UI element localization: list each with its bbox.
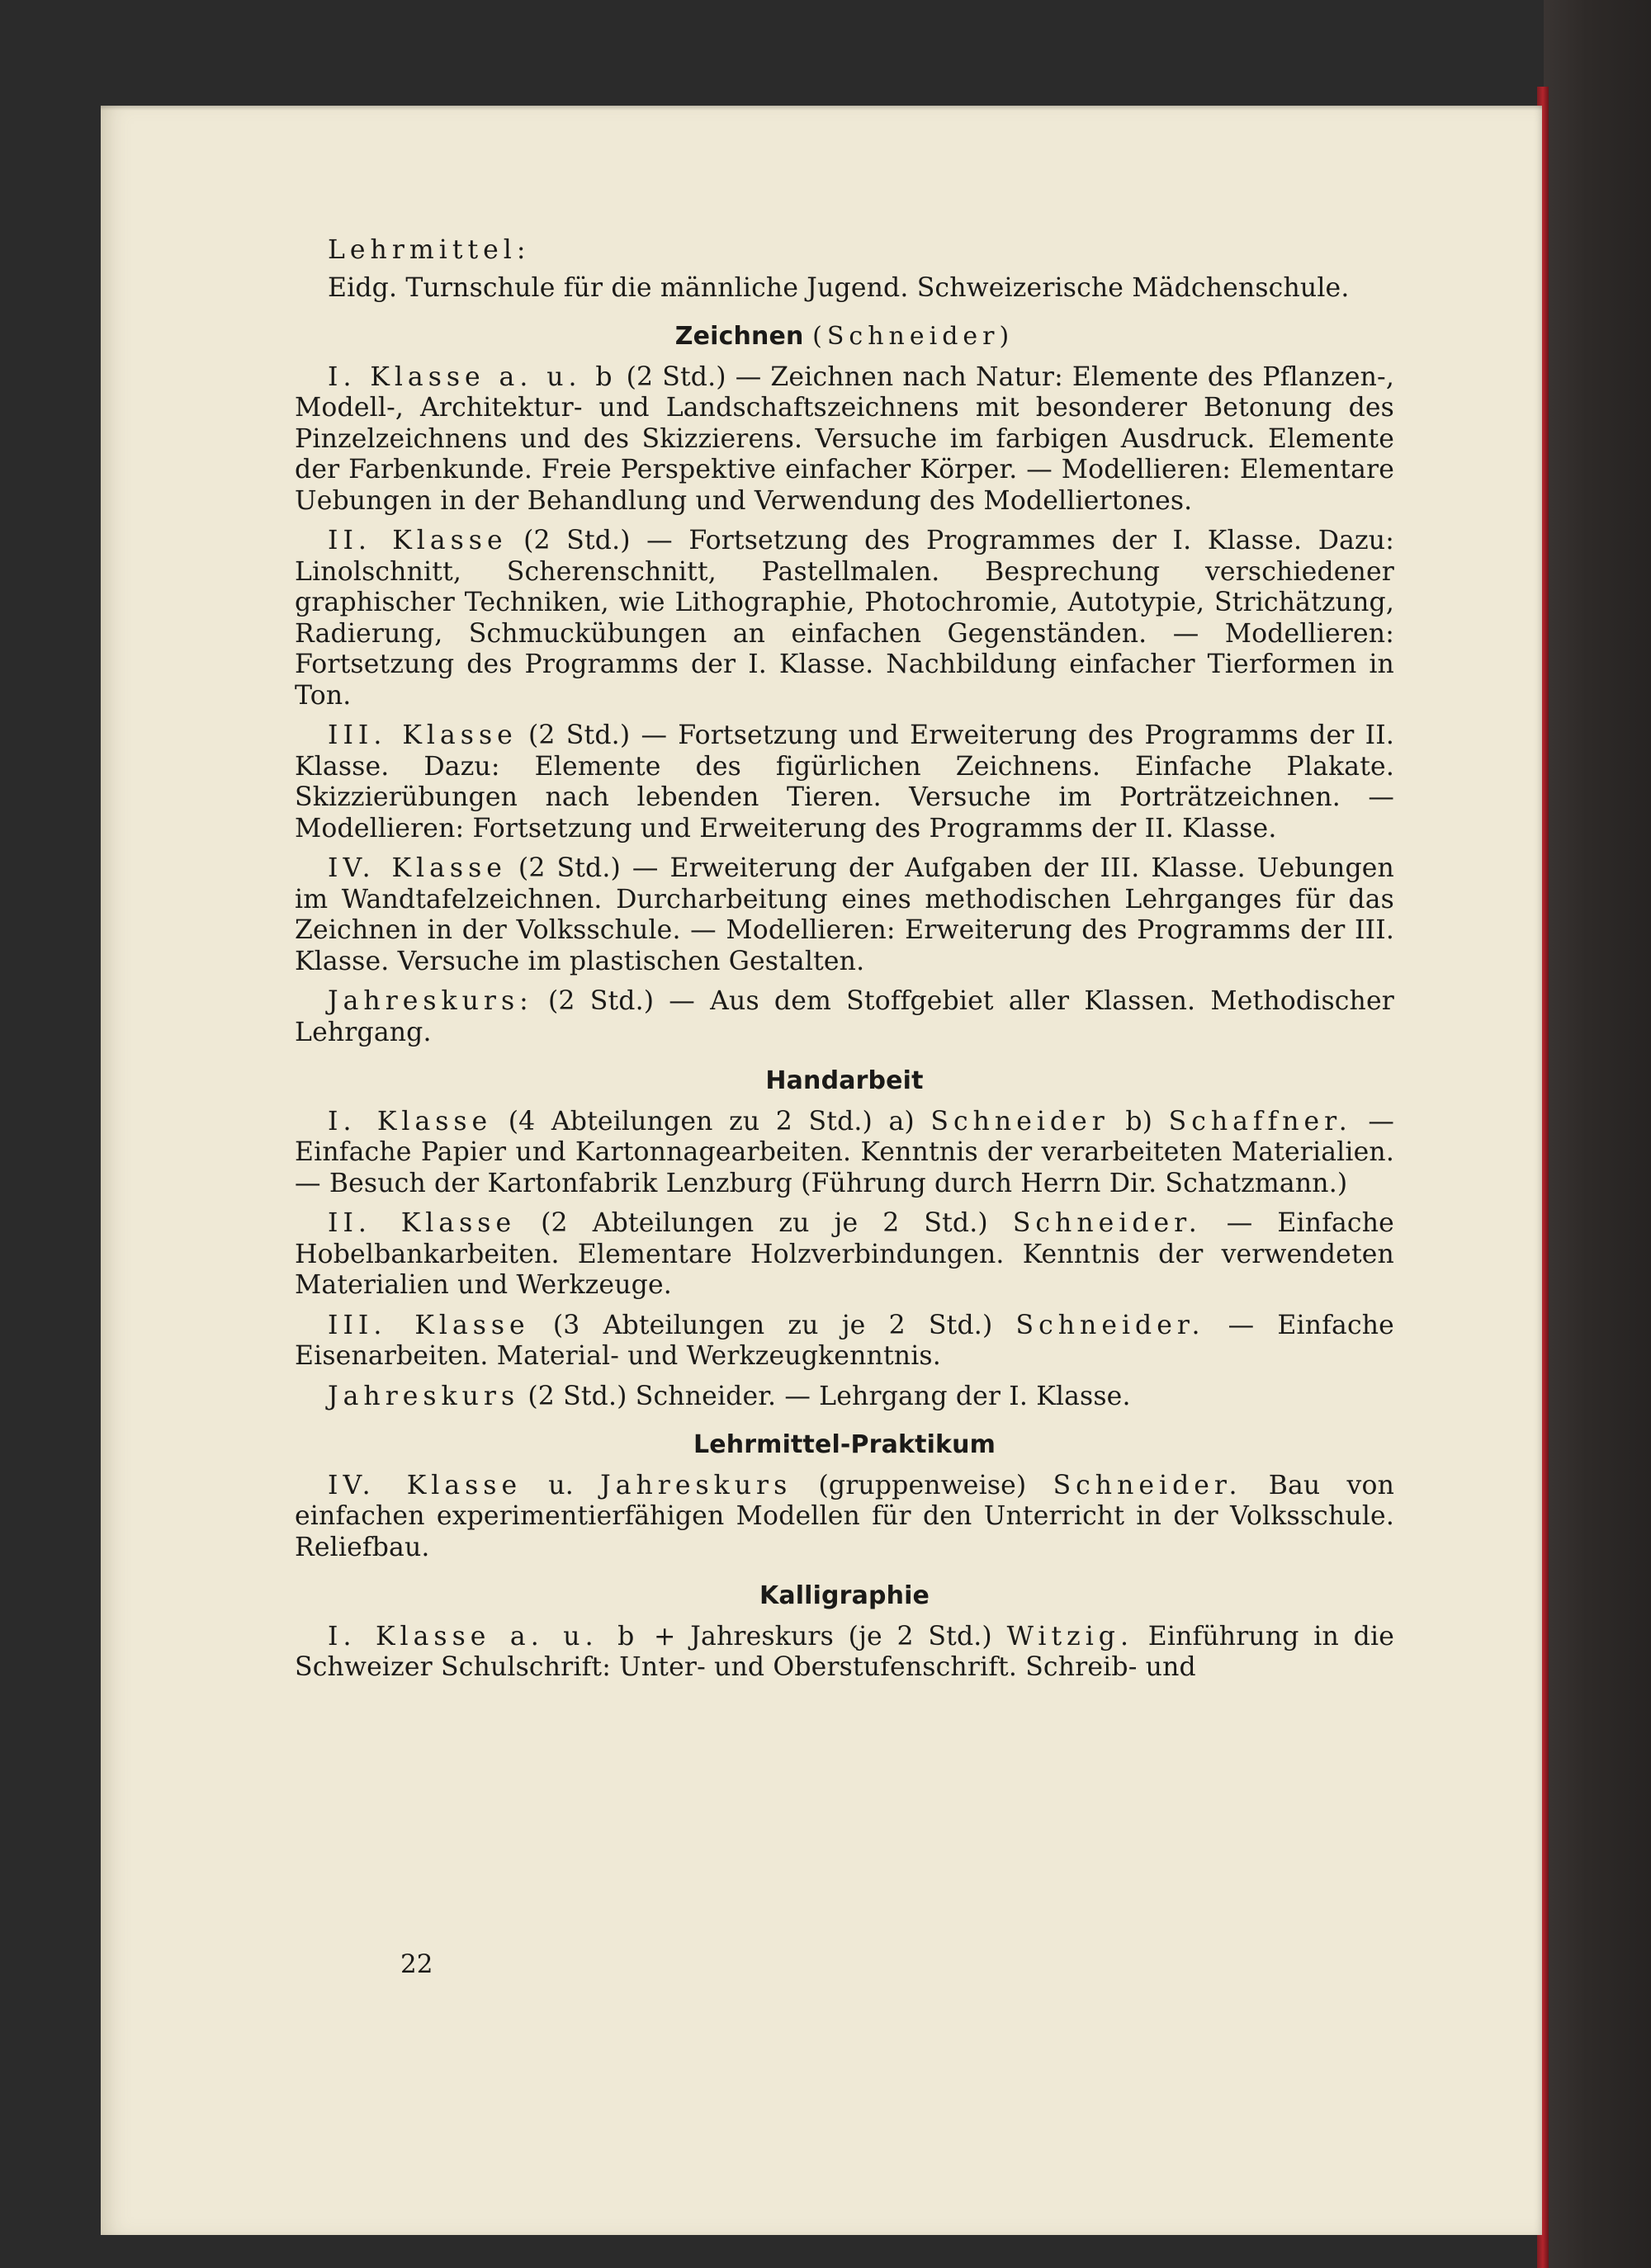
- class-label: Jahreskurs: [600, 1470, 792, 1500]
- class-label: I. Klasse: [328, 1106, 493, 1136]
- class-description: — Einfache Papier und Kartonnagearbeiten. Kenntnis der verarbeiteten Materialien. — Besuch der Kartonfabrik Lenzburg (Führung durch Herrn Dir. Schatzmann.): [295, 1106, 1394, 1198]
- class-description: (2 Std.) — Fortsetzung und Erweiterung des Programms der II. Klasse. Dazu: Elemente des figürlichen Zeichnens. Einfache Plakate. Skizzierübungen nach lebenden Tieren. Versuche im Porträtzeichnen. — Modellieren: Fortsetzung und Erweiterung des Programms der II. Klasse.: [295, 721, 1394, 843]
- class-description: Bau von einfachen experimentierfähigen Modellen für den Unterricht in der Volksschule. Reliefbau.: [295, 1470, 1395, 1562]
- class-description: (2 Std.) Schneider. — Lehrgang der I. Klasse.: [527, 1381, 1131, 1411]
- handarbeit-class-3: [295, 1311, 1394, 1373]
- class-label: Jahreskurs:: [328, 986, 533, 1016]
- class-description: (3 Abteilungen zu je 2 Std.): [552, 1310, 993, 1340]
- lehrmittel-heading: Lehrmittel:: [328, 235, 531, 265]
- class-description: (2 Std.) — Erweiterung der Aufgaben der III. Klasse. Uebungen im Wandtafelzeichnen. Durcharbeitung eines methodischen Lehrganges für das Zeichnen in der Volksschule. — Modellieren: Erweiterung des Programms der III. Klasse. Versuche im plastischen Gestalten.: [295, 853, 1394, 976]
- section-heading-handarbeit: Handarbeit: [765, 1066, 924, 1095]
- section-heading-kalligraphie: Kalligraphie: [759, 1581, 930, 1610]
- zeichnen-jahreskurs: [295, 986, 1394, 1048]
- class-label: III. Klasse: [328, 1310, 530, 1340]
- teacher-name: Schaffner.: [1168, 1106, 1352, 1136]
- class-description: b): [1125, 1106, 1153, 1136]
- class-description: (2 Std.) — Fortsetzung des Programmes der I. Klasse. Dazu: Linolschnitt, Scherenschnitt, Pastellmalen. Besprechung verschiedener graphischer Techniken, wie Lithographie, Photochromie, Autotypie, Strichätzung, Radierung, Schmuckübungen an einfachen Gegenständen. — Modellieren: Fortsetzung des Programms der I. Klasse. Nachbildung einfacher Tierformen in Ton.: [295, 526, 1394, 711]
- zeichnen-class-3: [295, 721, 1394, 844]
- background-right: [1544, 0, 1651, 2268]
- page-number: 22: [400, 1949, 433, 1979]
- class-label: III. Klasse: [328, 721, 518, 750]
- zeichnen-title: Zeichnen: [674, 322, 804, 351]
- zeichnen-class-2: [295, 526, 1394, 711]
- handarbeit-class-2: [295, 1208, 1394, 1302]
- teacher-name: Schneider: [930, 1106, 1109, 1136]
- teacher-name: Schneider.: [1012, 1208, 1202, 1238]
- page-edge-shadow: [101, 106, 1542, 111]
- handarbeit-class-1: [295, 1107, 1394, 1200]
- teacher-name: Schneider.: [1015, 1310, 1205, 1340]
- kalligraphie-class: [295, 1622, 1394, 1684]
- class-description: — Einfache Hobelbankarbeiten. Elementare Holzverbindungen. Kenntnis der verwendeten Materialien und Werkzeuge.: [295, 1208, 1394, 1300]
- zeichnen-teacher: (Schneider): [812, 322, 1015, 351]
- class-label: II. Klasse: [328, 526, 508, 555]
- class-description: (gruppenweise): [818, 1470, 1027, 1500]
- teacher-name: Schneider.: [1053, 1470, 1242, 1500]
- praktikum-class: [295, 1471, 1394, 1564]
- zeichnen-class-1: [295, 362, 1394, 517]
- class-label: IV. Klasse: [328, 1470, 523, 1500]
- text-column: [295, 235, 1394, 1684]
- lehrmittel-text: Eidg. Turnschule für die männliche Jugend. Schweizerische Mädchenschule.: [328, 272, 1350, 303]
- class-label: Jahreskurs: [328, 1381, 520, 1411]
- class-connector: u.: [548, 1470, 574, 1500]
- handarbeit-jahreskurs: [295, 1382, 1394, 1413]
- class-description: (2 Abteilungen zu je 2 Std.): [541, 1208, 988, 1238]
- class-description: (2 Std.) — Aus dem Stoffgebiet aller Klassen. Methodischer Lehrgang.: [295, 986, 1394, 1047]
- class-description: — Einfache Eisenarbeiten. Material- und Werkzeugkenntnis.: [295, 1310, 1394, 1371]
- section-heading-praktikum: Lehrmittel-Praktikum: [693, 1430, 996, 1459]
- class-description: (4 Abteilungen zu 2 Std.) a): [508, 1106, 915, 1136]
- class-label: I. Klasse a. u. b: [328, 1621, 640, 1651]
- teacher-name: Witzig.: [1006, 1621, 1133, 1651]
- section-heading-zeichnen: [295, 321, 1394, 352]
- class-description: (2 Std.) — Zeichnen nach Natur: Elemente des Pflanzen-, Modell-, Architektur- und Landschaftszeichnens mit besonderer Betonung des Pinzelzeichnens und des Skizzierens. Versuche im farbigen Ausdruck. Elemente der Farbenkunde. Freie Perspektive einfacher Körper. — Modellieren: Elementare Uebungen in der Behandlung und Verwendung des Modelliertones.: [295, 361, 1394, 516]
- class-label: I. Klasse a. u. b: [328, 361, 617, 392]
- class-label: IV. Klasse: [328, 853, 507, 883]
- class-description: + Jahreskurs (je 2 Std.): [654, 1621, 992, 1651]
- class-description: Einführung in die Schweizer Schulschrift: Unter- und Oberstufenschrift. Schreib- und: [295, 1621, 1394, 1682]
- class-label: II. Klasse: [328, 1208, 517, 1238]
- zeichnen-class-4: [295, 853, 1394, 977]
